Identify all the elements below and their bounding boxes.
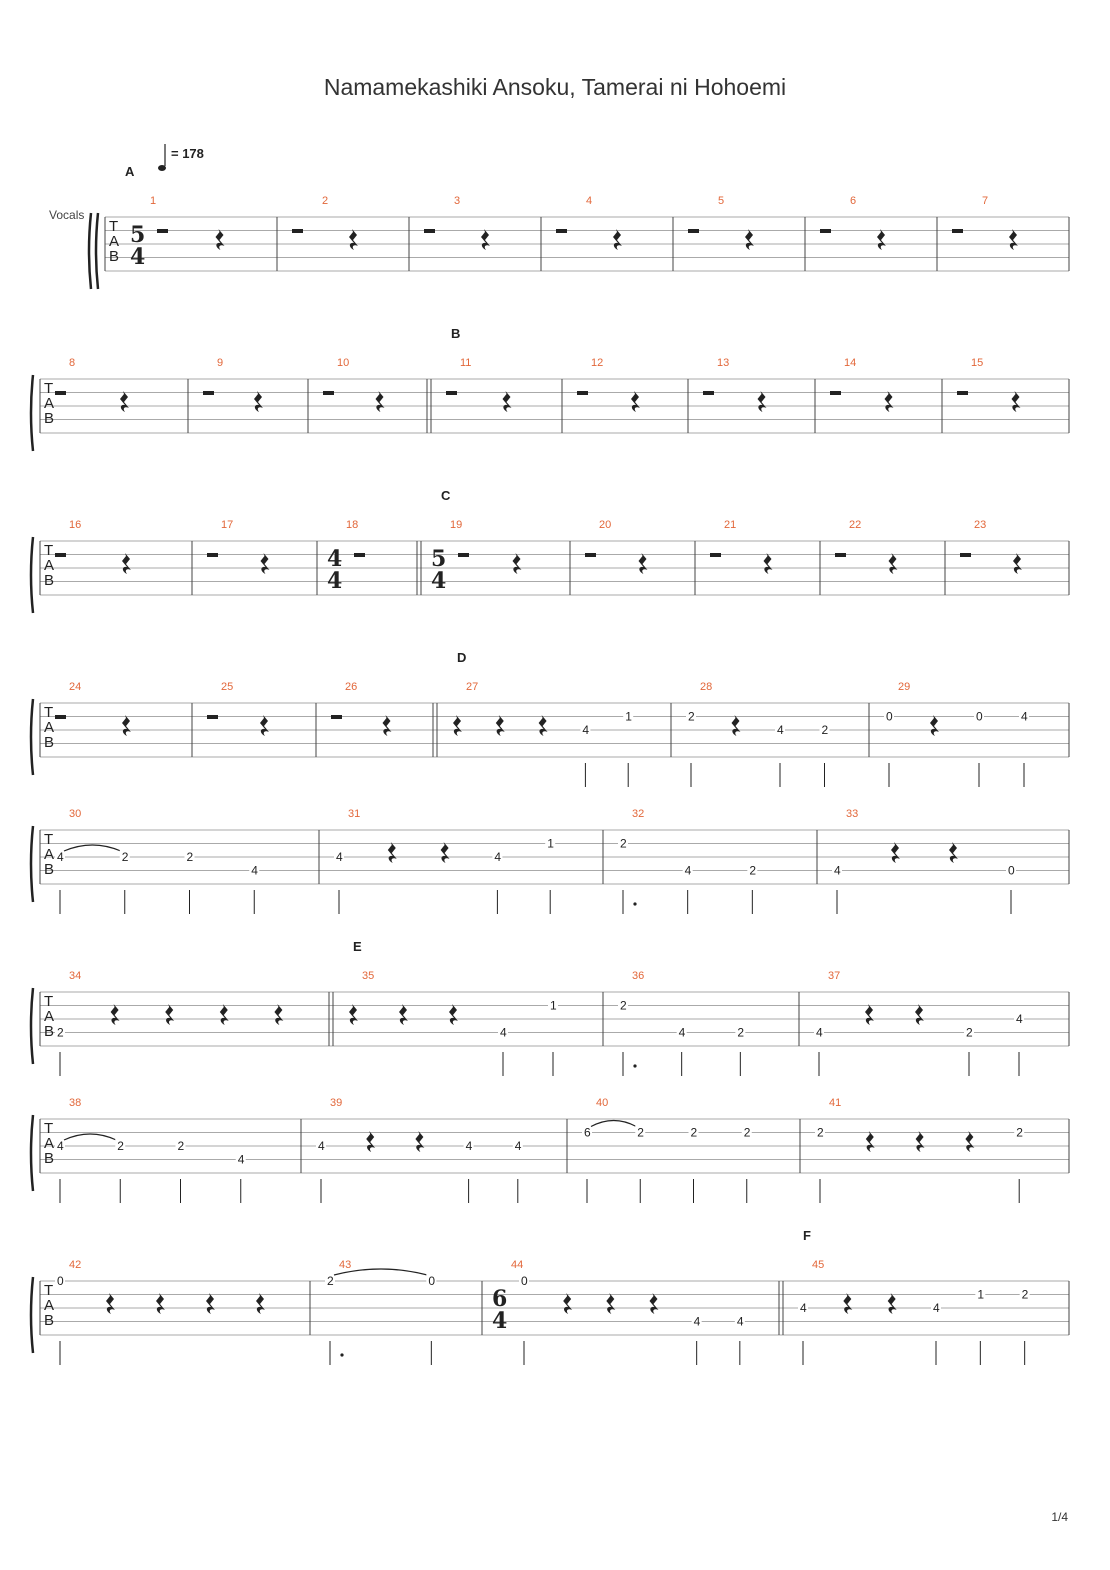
measure-number: 3 [454,195,461,207]
tie-arc [64,1134,116,1140]
quarter-rest [916,1131,925,1152]
dot-mark [633,902,636,905]
fret-number: 2 [620,998,627,1013]
quarter-rest [539,715,548,736]
measure-number: 42 [69,1259,82,1271]
half-rest [957,391,968,395]
fret-number: 2 [690,1125,698,1140]
fret-number: 2 [749,863,757,878]
fret-number: 4 [684,863,692,878]
section-marker: B [451,326,461,341]
staff-brace [96,213,98,289]
page-number: 1/4 [1051,1510,1068,1524]
quarter-rest [639,553,648,574]
section-marker: C [441,488,451,503]
measure-number: 44 [511,1259,524,1271]
fret-number: 1 [550,998,557,1013]
half-rest [55,715,66,719]
quarter-rest [503,391,512,412]
half-rest [157,229,168,233]
measure-number: 43 [339,1259,352,1271]
fret-number: 4 [582,723,590,737]
tab-clef-letter: T [44,1282,54,1299]
half-rest [585,553,596,557]
fret-number: 4 [933,1301,940,1315]
tab-clef-letter: T [44,380,54,397]
measure-number: 19 [450,519,463,531]
time-signature-top: 6 [492,1286,508,1312]
tab-clef-letter: B [44,410,55,427]
tab-clef-letter: T [44,1120,54,1137]
quarter-rest [260,715,269,736]
tab-clef-letter: B [109,248,120,265]
tab-clef-letter: B [44,861,55,878]
tab-clef-letter: B [44,1023,55,1040]
measure-number: 5 [718,195,725,207]
fret-number: 4 [465,1139,473,1153]
fret-number: 4 [514,1139,522,1153]
quarter-rest [383,715,392,736]
measure-number: 38 [69,1097,82,1109]
quarter-rest [453,715,462,736]
fret-number: 4 [237,1152,245,1167]
quarter-rest [376,391,385,412]
quarter-rest [106,1293,115,1314]
fret-number: 2 [620,836,627,851]
quarter-rest [1012,391,1021,412]
quarter-rest [1009,229,1018,250]
quarter-rest [877,229,886,250]
tab-clef-letter: A [44,846,55,863]
fret-number: 0 [521,1274,528,1288]
tab-clef-letter: A [44,557,55,574]
staff-brace [31,537,33,613]
half-rest [830,391,841,395]
section-marker: A [125,164,135,179]
measure-number: 35 [362,970,375,982]
half-rest [710,553,721,557]
fret-number: 2 [1021,1287,1029,1302]
quarter-rest [122,553,131,574]
quarter-rest [122,715,131,736]
measure-number: 21 [724,519,737,531]
quarter-rest [631,391,640,412]
score-title: Namamekashiki Ansoku, Tamerai ni Hohoemi [323,74,787,100]
half-rest [577,391,588,395]
quarter-rest [274,1004,283,1025]
fret-number: 2 [57,1025,64,1040]
dot-mark [633,1064,636,1067]
tab-clef-letter: A [44,1135,55,1152]
time-signature-top: 5 [431,546,447,572]
fret-number: 4 [800,1301,807,1315]
tab-clef-letter: A [44,719,55,736]
quarter-rest [261,553,270,574]
quarter-rest [888,1293,897,1314]
tab-clef-letter: B [44,1312,55,1329]
measure-number: 4 [586,195,593,207]
section-marker: D [457,650,467,665]
fret-number: 4 [834,863,841,878]
half-rest [424,229,435,233]
quarter-rest [930,715,939,736]
quarter-rest [449,1004,458,1025]
quarter-rest [885,391,894,412]
quarter-rest [441,842,450,863]
tab-clef-letter: T [44,993,54,1010]
measure-number: 41 [829,1097,842,1109]
quarter-rest [613,229,622,250]
quarter-rest [399,1004,408,1025]
section-marker: F [803,1228,811,1243]
fret-number: 2 [186,850,194,864]
time-signature-top: 4 [327,546,343,572]
fret-number: 2 [117,1139,124,1153]
tab-clef-letter: A [44,395,55,412]
quarter-rest [513,553,522,574]
staff-brace [31,988,33,1064]
quarter-rest [220,1004,229,1025]
fret-number: 2 [637,1125,644,1140]
quarter-rest [843,1293,852,1314]
fret-number: 0 [57,1274,64,1288]
fret-number: 2 [1016,1125,1023,1140]
measure-number: 20 [599,519,612,531]
tab-clef-letter: B [44,1150,55,1167]
time-signature-bottom: 4 [431,568,447,594]
fret-number: 2 [817,1125,824,1140]
measure-number: 7 [982,195,989,207]
fret-number: 4 [494,850,502,864]
measure-number: 36 [632,970,645,982]
quarter-rest [165,1004,174,1025]
measure-number: 24 [69,681,82,693]
quarter-rest [889,553,898,574]
quarter-rest [496,715,505,736]
fret-number: 1 [977,1287,985,1302]
quarter-rest [949,842,958,863]
fret-number: 4 [251,863,258,878]
measure-number: 31 [348,808,361,820]
time-signature-bottom: 4 [130,244,146,270]
measure-number: 12 [591,357,604,369]
quarter-rest [254,391,263,412]
quarter-rest [111,1004,120,1025]
quarter-rest [349,229,358,250]
measure-number: 15 [971,357,984,369]
tie-arc [64,845,121,851]
half-rest [207,715,218,719]
half-rest [835,553,846,557]
measure-number: 25 [221,681,234,693]
fret-number: 0 [886,709,893,724]
quarter-rest [256,1293,265,1314]
quarter-rest [216,229,225,250]
measure-number: 26 [345,681,358,693]
dot-mark [340,1353,343,1356]
quarter-rest [915,1004,924,1025]
measure-number: 22 [849,519,862,531]
quarter-rest [606,1293,615,1314]
measure-number: 14 [844,357,857,369]
measure-number: 30 [69,808,82,820]
half-rest [207,553,218,557]
fret-number: 4 [57,850,64,864]
measure-number: 18 [346,519,359,531]
half-rest [203,391,214,395]
half-rest [458,553,469,557]
measure-number: 33 [846,808,859,820]
fret-number: 2 [688,709,695,724]
fret-number: 6 [584,1125,591,1140]
fret-number: 4 [336,850,343,864]
fret-number: 4 [693,1314,701,1329]
quarter-rest [349,1004,358,1025]
fret-number: 4 [777,723,784,737]
tab-clef-letter: T [44,542,54,559]
quarter-rest [120,391,129,412]
fret-number: 0 [976,709,983,724]
measure-number: 40 [596,1097,609,1109]
half-rest [323,391,334,395]
half-rest [960,553,971,557]
half-rest [55,553,66,557]
fret-number: 4 [816,1025,823,1040]
quarter-rest [758,391,767,412]
staff-brace [31,1277,33,1353]
fret-number: 0 [428,1274,436,1288]
tab-clef-letter: A [109,233,120,250]
fret-number: 1 [547,836,554,851]
half-rest [820,229,831,233]
quarter-rest [891,842,900,863]
quarter-rest [965,1131,974,1152]
measure-number: 34 [69,970,82,982]
half-rest [292,229,303,233]
tempo-marking: = 178 [171,146,204,161]
tab-clef-letter: B [44,734,55,751]
measure-number: 45 [812,1259,825,1271]
half-rest [55,391,66,395]
measure-number: 28 [700,681,713,693]
time-signature-bottom: 4 [492,1308,508,1334]
tab-clef-letter: A [44,1008,55,1025]
fret-number: 4 [678,1025,686,1040]
half-rest [331,715,342,719]
measure-number: 32 [632,808,645,820]
measure-number: 9 [217,357,224,369]
fret-number: 2 [327,1274,334,1288]
measure-number: 2 [322,195,329,207]
fret-number: 0 [1008,863,1015,878]
tab-clef-letter: T [109,218,119,235]
half-rest [354,553,365,557]
measure-number: 13 [717,357,730,369]
quarter-rest [650,1293,659,1314]
quarter-rest [366,1131,375,1152]
quarter-rest [563,1293,572,1314]
half-rest [446,391,457,395]
measure-number: 23 [974,519,987,531]
fret-number: 2 [121,850,129,864]
section-marker: E [353,939,362,954]
staff-brace [31,699,33,775]
tab-clef-letter: B [44,572,55,589]
fret-number: 4 [1016,1012,1023,1026]
fret-number: 4 [500,1025,507,1040]
fret-number: 4 [1021,709,1028,724]
fret-number: 2 [177,1139,185,1153]
tie-arc [591,1121,636,1127]
instrument-label: Vocals [49,208,85,222]
tab-clef-letter: A [44,1297,55,1314]
tab-clef-letter: T [44,831,54,848]
fret-number: 4 [57,1139,64,1153]
half-rest [556,229,567,233]
half-rest [703,391,714,395]
quarter-rest [415,1131,424,1152]
staff-brace [31,826,33,902]
fret-number: 1 [625,709,632,724]
time-signature-top: 5 [130,222,146,248]
measure-number: 16 [69,519,82,531]
quarter-rest [388,842,397,863]
half-rest [952,229,963,233]
quarter-rest [764,553,773,574]
measure-number: 39 [330,1097,343,1109]
fret-number: 2 [743,1125,751,1140]
measure-number: 11 [460,357,472,369]
measure-number: 27 [466,681,479,693]
measure-number: 29 [898,681,911,693]
fret-number: 4 [318,1139,325,1153]
staff-brace [31,375,33,451]
measure-number: 1 [150,195,157,207]
quarter-rest [865,1004,874,1025]
measure-number: 37 [828,970,841,982]
fret-number: 2 [737,1025,745,1040]
quarter-rest [745,229,754,250]
measure-number: 8 [69,357,76,369]
quarter-rest [206,1293,215,1314]
fret-number: 2 [821,723,829,737]
staff-brace [89,213,91,289]
staff-brace [31,1115,33,1191]
measure-number: 17 [221,519,234,531]
measure-number: 6 [850,195,857,207]
quarter-rest [732,715,741,736]
quarter-rest [481,229,490,250]
fret-number: 4 [736,1314,744,1329]
measure-number: 10 [337,357,350,369]
quarter-rest [156,1293,165,1314]
quarter-rest [1013,553,1022,574]
tab-clef-letter: T [44,704,54,721]
time-signature-bottom: 4 [327,568,343,594]
half-rest [688,229,699,233]
fret-number: 2 [966,1025,973,1040]
quarter-rest [866,1131,875,1152]
